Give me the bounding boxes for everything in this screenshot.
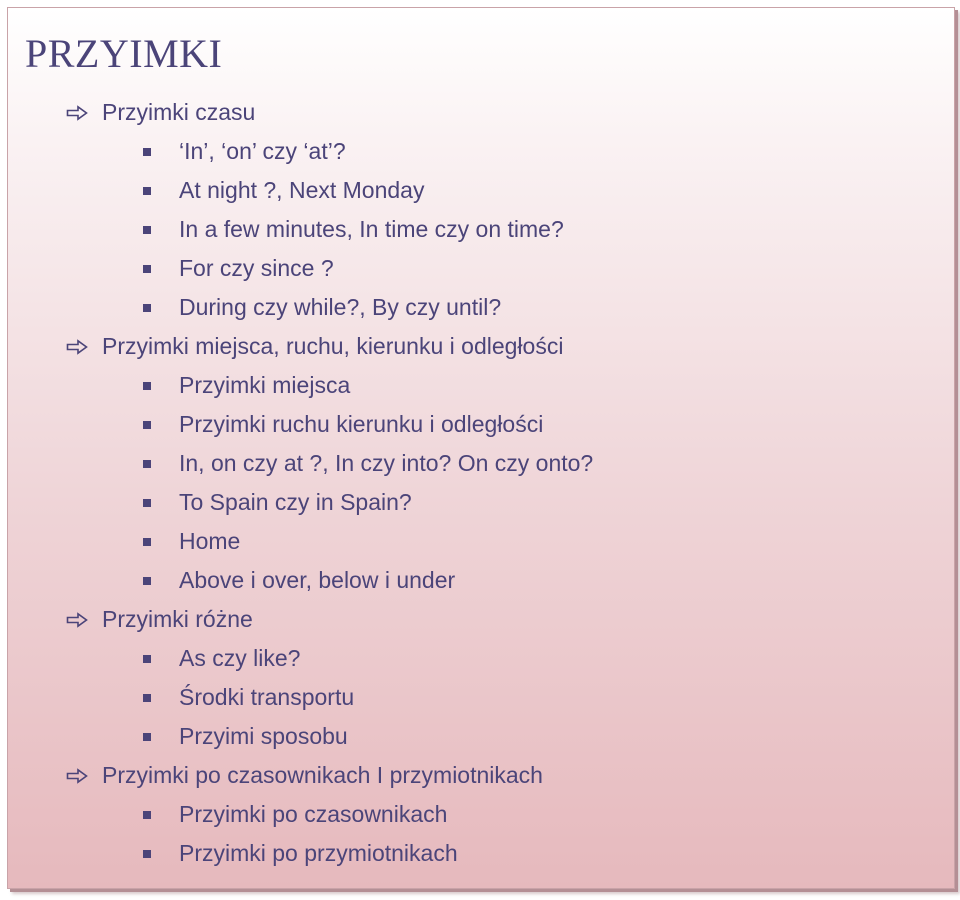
item-label: Przyimki miejsca [179, 372, 351, 398]
item-label: To Spain czy in Spain? [179, 489, 412, 515]
section-label: Przyimki po czasownikach I przymiotnikach [102, 762, 543, 788]
square-bullet-icon [143, 421, 151, 429]
outline-item [8, 834, 954, 873]
outline-item [8, 522, 954, 561]
outline-section [8, 327, 954, 366]
item-label: At night ?, Next Monday [179, 177, 425, 203]
item-label: Above i over, below i under [179, 567, 456, 593]
square-bullet-icon [143, 226, 151, 234]
square-bullet-icon [143, 538, 151, 546]
item-label: In a few minutes, In time czy on time? [179, 216, 564, 242]
outline-section [8, 600, 954, 639]
outline-item [8, 288, 954, 327]
outline-section [8, 93, 954, 132]
hollow-right-arrow-icon [66, 93, 88, 132]
outline-item [8, 444, 954, 483]
outline-item [8, 366, 954, 405]
hollow-right-arrow-icon [66, 327, 88, 366]
item-label: In, on czy at ?, In czy into? On czy onto? [179, 450, 594, 476]
square-bullet-icon [143, 577, 151, 585]
item-label: Środki transportu [179, 684, 355, 710]
outline-item [8, 210, 954, 249]
outline-item [8, 678, 954, 717]
item-label: Przyimki po czasownikach [179, 801, 448, 827]
square-bullet-icon [143, 850, 151, 858]
item-label: Przyimi sposobu [179, 723, 348, 749]
item-label: For czy since ? [179, 255, 334, 281]
square-bullet-icon [143, 265, 151, 273]
outline-item [8, 483, 954, 522]
square-bullet-icon [143, 187, 151, 195]
outline-item [8, 249, 954, 288]
hollow-right-arrow-icon [66, 600, 88, 639]
outline-section [8, 756, 954, 795]
outline-item [8, 405, 954, 444]
item-label: During czy while?, By czy until? [179, 294, 502, 320]
square-bullet-icon [143, 304, 151, 312]
item-label: Przyimki ruchu kierunku i odległości [179, 411, 544, 437]
item-label: Przyimki po przymiotnikach [179, 840, 458, 866]
outline-item [8, 717, 954, 756]
section-label: Przyimki różne [102, 606, 253, 632]
hollow-right-arrow-icon [66, 756, 88, 795]
square-bullet-icon [143, 499, 151, 507]
section-label: Przyimki miejsca, ruchu, kierunku i odległości [102, 333, 564, 359]
square-bullet-icon [143, 733, 151, 741]
slide [7, 7, 955, 889]
square-bullet-icon [143, 148, 151, 156]
outline-item [8, 171, 954, 210]
outline-item [8, 132, 954, 171]
section-label: Przyimki czasu [102, 99, 256, 125]
square-bullet-icon [143, 382, 151, 390]
item-label: As czy like? [179, 645, 301, 671]
outline-item [8, 795, 954, 834]
square-bullet-icon [143, 811, 151, 819]
square-bullet-icon [143, 460, 151, 468]
bullet-outline [8, 93, 954, 873]
item-label: ‘In’, ‘on’ czy ‘at’? [179, 138, 346, 164]
outline-item [8, 561, 954, 600]
square-bullet-icon [143, 655, 151, 663]
item-label: Home [179, 528, 241, 554]
slide-title: PRZYIMKI [25, 31, 223, 76]
square-bullet-icon [143, 694, 151, 702]
outline-item [8, 639, 954, 678]
